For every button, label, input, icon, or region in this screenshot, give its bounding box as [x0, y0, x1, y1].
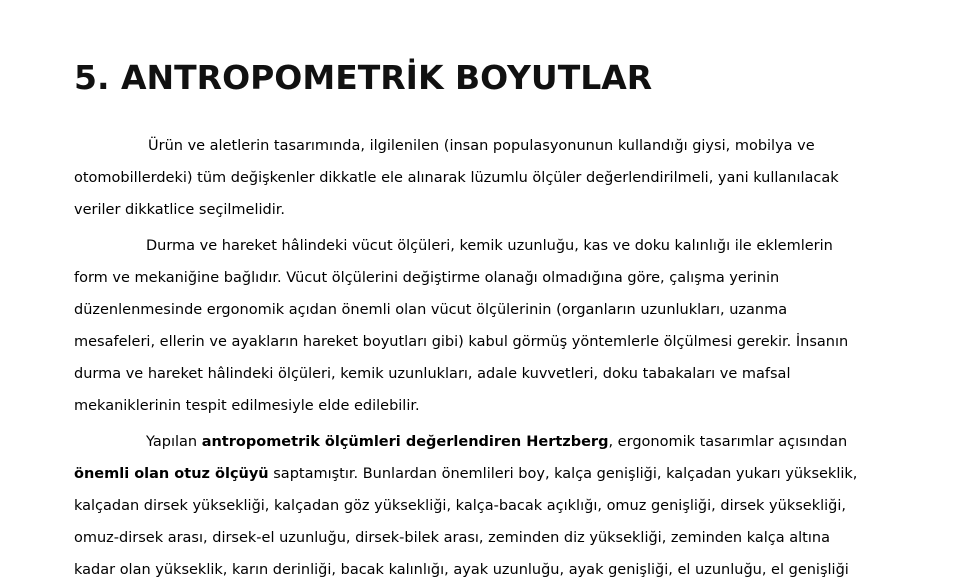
text-run: saptamıştır. Bunlardan önemlileri boy, kalça genişliği, kalçadan yukarı yükseklik,	[268, 466, 858, 482]
bold-text-run: önemli olan otuz ölçüyü	[74, 466, 269, 482]
paragraph-line: mesafeleri, ellerin ve ayakların hareket boyutları gibi) kabul görmüş yöntemlerle ölçülmesi gerekir. İnsanın	[74, 334, 849, 350]
paragraph-line: form ve mekaniğine bağlıdır. Vücut ölçülerini değiştirme olanağı olmadığına göre, çalışma yerinin	[74, 270, 780, 286]
paragraph-line: durma ve hareket hâlindeki ölçüleri, kemik uzunlukları, adale kuvvetleri, doku tabakaları ve mafsal	[74, 366, 791, 382]
text-run: , ergonomik tasarımlar açısından	[608, 434, 848, 450]
paragraph-line: Ürün ve aletlerin tasarımında, ilgilenilen (insan populasyonunun kullandığı giysi, mobilya ve	[148, 138, 815, 154]
body-text	[74, 130, 894, 586]
paragraph-line: veriler dikkatlice seçilmelidir.	[74, 202, 285, 218]
paragraph-line	[74, 426, 894, 458]
bold-text-run: antropometrik ölçümleri değerlendiren Hertzberg	[201, 434, 609, 450]
page-title: 5. ANTROPOMETRİK BOYUTLAR	[74, 58, 653, 97]
text-run: Yapılan	[146, 434, 202, 450]
paragraph-line: mekaniklerinin tespit edilmesiyle elde edilebilir.	[74, 398, 420, 414]
paragraph-line: omuz-dirsek arası, dirsek-el uzunluğu, dirsek-bilek arası, zeminden diz yüksekliği, zeminden kalça altına	[74, 530, 830, 546]
paragraph-line: otomobillerdeki) tüm değişkenler dikkatle ele alınarak lüzumlu ölçüler değerlendirilmeli, yani kullanılacak	[74, 170, 839, 186]
paragraph-line: Durma ve hareket hâlindeki vücut ölçüleri, kemik uzunluğu, kas ve doku kalınlığı ile eklemlerin	[146, 238, 833, 254]
paragraph-1	[74, 130, 894, 226]
paragraph-line: düzenlenmesinde ergonomik açıdan önemli olan vücut ölçülerinin (organların uzunlukları, uzanma	[74, 302, 788, 318]
paragraph-2	[74, 230, 894, 422]
paragraph-line: kadar olan yükseklik, karın derinliği, bacak kalınlığı, ayak uzunluğu, ayak genişliği, el uzunluğu, el genişliği	[74, 562, 849, 578]
paragraph-3	[74, 426, 894, 586]
paragraph-line	[74, 458, 894, 490]
paragraph-line: kalçadan dirsek yüksekliği, kalçadan göz yüksekliği, kalça-bacak açıklığı, omuz genişliği, dirsek yüksekliği,	[74, 498, 846, 514]
